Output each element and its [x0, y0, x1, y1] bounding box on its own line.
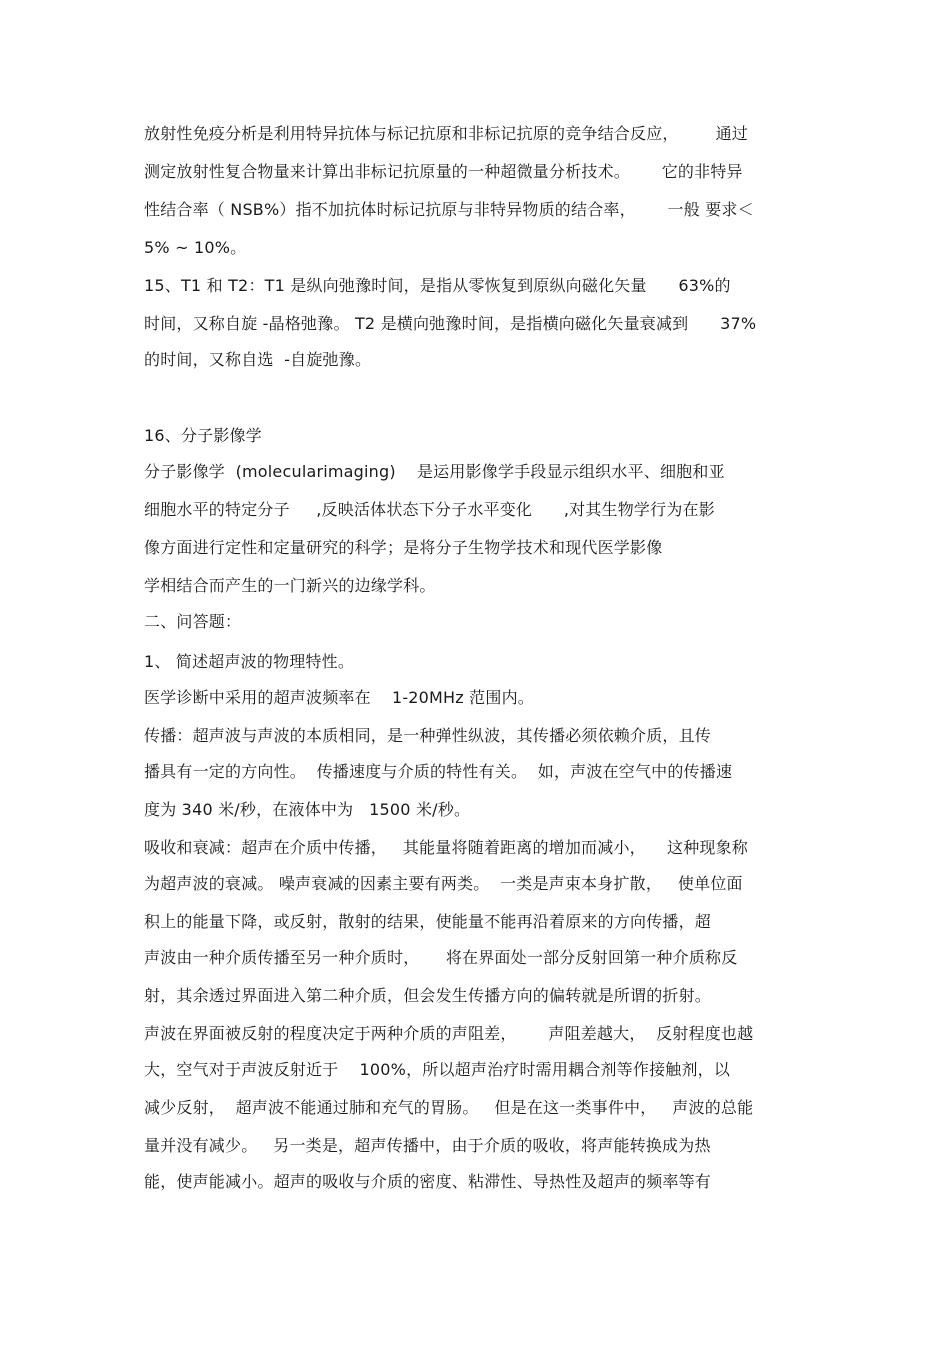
text-line: 性结合率（ NSB%）指不加抗体时标记抗原与非特异物质的结合率， 一般 要求＜: [144, 200, 754, 219]
text-line: 射，其余透过界面进入第二种介质，但会发生传播方向的偏转就是所谓的折射。: [144, 986, 712, 1005]
text-line: 度为 340 米/秒，在液体中为 1500 米/秒。: [144, 800, 471, 819]
section-heading: 16、分子影像学: [144, 426, 262, 445]
text-line: 声波由一种介质传播至另一种介质时， 将在界面处一部分反射回第一种介质称反: [144, 948, 738, 967]
text-line: 医学诊断中采用的超声波频率在 1-20MHz 范围内。: [144, 688, 534, 707]
text-line: 测定放射性复合物量来计算出非标记抗原量的一种超微量分析技术。 它的非特异: [144, 162, 743, 181]
text-line: 减少反射， 超声波不能通过肺和充气的胃肠。 但是在这一类事件中， 声波的总能: [144, 1098, 754, 1117]
text-line: 能，使声能减小。超声的吸收与介质的密度、粘滞性、导热性及超声的频率等有: [144, 1172, 712, 1191]
text-line: 像方面进行定性和定量研究的科学；是将分子生物学技术和现代医学影像: [144, 538, 663, 557]
text-line: 放射性免疫分析是利用特异抗体与标记抗原和非标记抗原的竞争结合反应， 通过: [144, 124, 749, 143]
text-line: 细胞水平的特定分子 ,反映活体状态下分子水平变化 ,对其生物学行为在影: [144, 500, 715, 519]
text-line: 传播：超声波与声波的本质相同，是一种弹性纵波，其传播必须依赖介质，且传: [144, 726, 712, 745]
text-line: 播具有一定的方向性。 传播速度与介质的特性有关。 如，声波在空气中的传播速: [144, 762, 733, 781]
text-line: 15、T1 和 T2：T1 是纵向弛豫时间，是指从零恢复到原纵向磁化矢量 63%的: [144, 276, 731, 295]
text-line: 大，空气对于声波反射近于 100%，所以超声治疗时需用耦合剂等作接触剂，以: [144, 1060, 731, 1079]
text-line: 时间，又称自旋 -晶格弛豫。 T2 是横向弛豫时间，是指横向磁化矢量衰减到 37%: [144, 314, 757, 333]
text-line: 为超声波的衰减。 噪声衰减的因素主要有两类。 一类是声束本身扩散， 使单位面: [144, 874, 743, 893]
question-heading: 1、 简述超声波的物理特性。: [144, 652, 355, 671]
text-line: 分子影像学 (molecularimaging) 是运用影像学手段显示组织水平、细胞和亚: [144, 462, 725, 481]
section-heading: 二、问答题：: [144, 612, 242, 631]
text-line: 量并没有减少。 另一类是，超声传播中，由于介质的吸收，将声能转换成为热: [144, 1136, 711, 1155]
text-line: 吸收和衰减：超声在介质中传播， 其能量将随着距离的增加而减小， 这种现象称: [144, 838, 749, 857]
text-line: 声波在界面被反射的程度决定于两种介质的声阻差， 声阻差越大， 反射程度也越: [144, 1024, 754, 1043]
text-line: 的时间，又称自选 -自旋弛豫。: [144, 350, 372, 369]
text-line: 5% ~ 10%。: [144, 238, 247, 257]
text-line: 积上的能量下降，或反射，散射的结果，使能量不能再沿着原来的方向传播，超: [144, 912, 712, 931]
text-line: 学相结合而产生的一门新兴的边缘学科。: [144, 576, 436, 595]
